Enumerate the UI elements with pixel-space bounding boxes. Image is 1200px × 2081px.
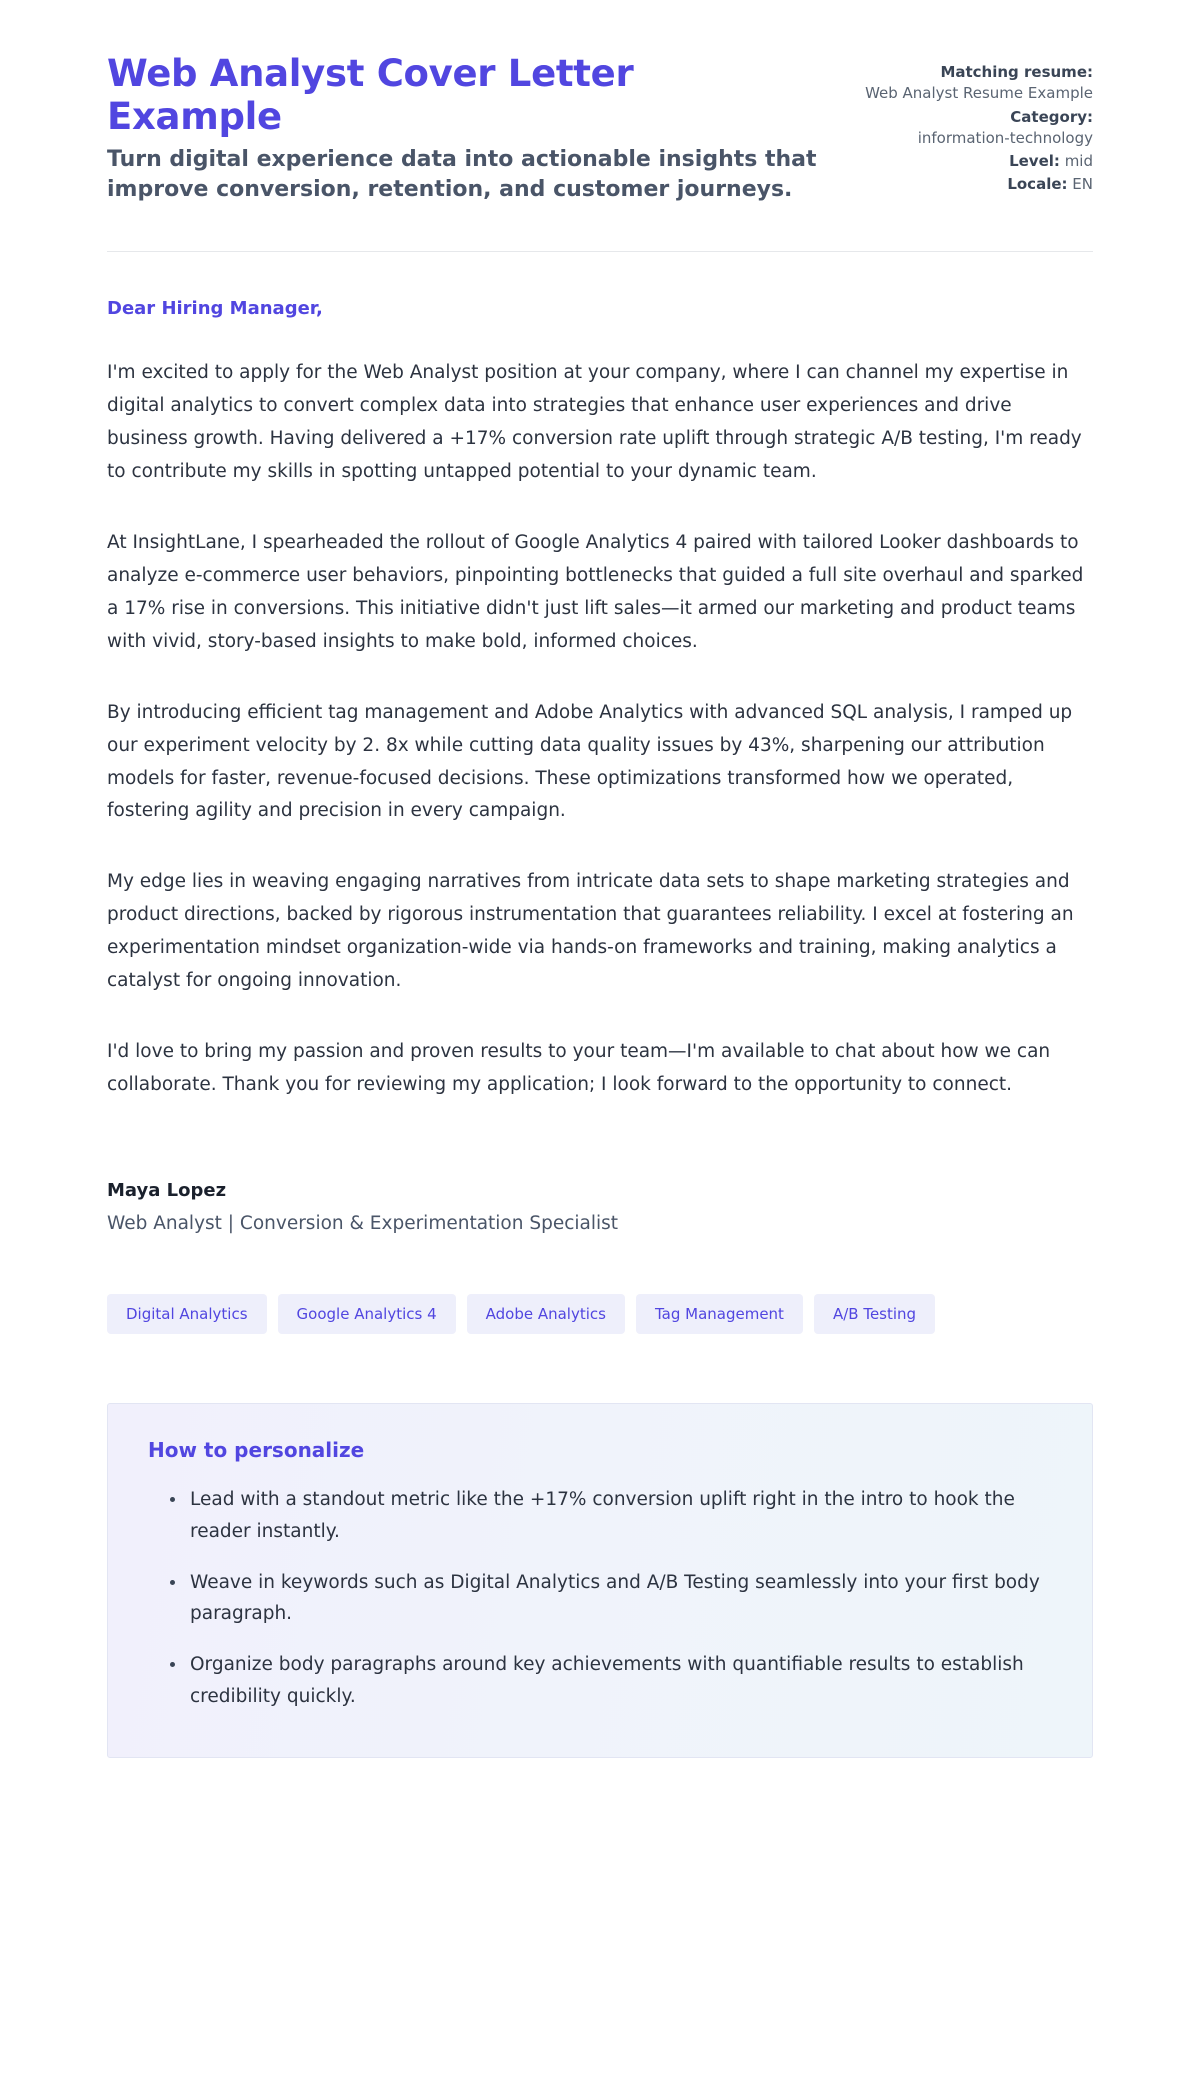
letter-paragraph: By introducing efficient tag management and Adobe Analytics with advanced SQL analysis, I ramped up our experiment velocity by 2. 8x while cutting data quality issues by 43%, sharpening our attribution models for faster, revenue-focused decisions. These optimizations transformed how we operated, fostering agility and precision in every campaign. (107, 701, 1073, 822)
letter-body (107, 252, 1093, 1757)
personalize-tip-item: Lead with a standout metric like the +17% conversion uplift right in the intro to hook the reader instantly. (170, 1484, 1052, 1548)
page-subtitle: Turn digital experience data into actionable insights that improve conversion, retention, and customer journeys. (107, 146, 817, 202)
document-metadata (858, 52, 1093, 198)
meta-locale (858, 174, 1093, 195)
skill-chip[interactable]: Google Analytics 4 (278, 1294, 456, 1334)
header-title-group (107, 52, 818, 205)
signature-block (107, 1180, 1093, 1234)
meta-category-label: Category: (1010, 107, 1093, 126)
signature-name: Maya Lopez (107, 1179, 227, 1201)
page-header (107, 0, 1093, 205)
letter-salutation: Dear Hiring Manager, (107, 298, 323, 320)
skill-chip[interactable]: A/B Testing (814, 1294, 935, 1334)
meta-matching-resume (858, 62, 1093, 105)
meta-level (858, 151, 1093, 172)
skill-chip-list (107, 1294, 1093, 1334)
meta-category (858, 107, 1093, 150)
letter-paragraph: My edge lies in weaving engaging narratives from intricate data sets to shape marketing strategies and product directions, backed by rigorous instrumentation that guarantees reliability. I excel at fostering an experimentation mindset organization-wide via hands-on frameworks and training, making analytics a catalyst for ongoing innovation. (107, 871, 1074, 992)
how-to-personalize-list (148, 1484, 1052, 1713)
skill-chip[interactable]: Tag Management (636, 1294, 803, 1334)
personalize-tip-item: Weave in keywords such as Digital Analytics and A/B Testing seamlessly into your first body paragraph. (170, 1567, 1052, 1631)
how-to-personalize-panel (107, 1403, 1093, 1758)
meta-matching-resume-label: Matching resume: (940, 63, 1093, 81)
skill-chip[interactable]: Digital Analytics (107, 1294, 267, 1334)
letter-paragraph: I'm excited to apply for the Web Analyst position at your company, where I can channel my expertise in digital analytics to convert complex data into strategies that enhance user experiences and drive business growth. Having delivered a +17% conversion rate uplift through strategic A/B testing, I'm ready to contribute my skills in spotting untapped potential to your dynamic team. (107, 362, 1082, 483)
meta-level-label: Level: (1009, 152, 1060, 171)
meta-category-value: information-technology (917, 128, 1093, 147)
letter-paragraph: At InsightLane, I spearheaded the rollout of Google Analytics 4 paired with tailored Looker dashboards to analyze e-commerce user behaviors, pinpointing bottlenecks that guided a full site overhaul and sparked a 17% rise in conversions. This initiative didn't just lift sales—it armed our marketing and product teams with vivid, story-based insights to make bold, informed choices. (107, 531, 1084, 652)
meta-locale-value: EN (1072, 175, 1093, 194)
page-title: Web Analyst Cover Letter Example (107, 52, 634, 139)
meta-matching-resume-value: Web Analyst Resume Example (865, 84, 1093, 103)
personalize-tip-item: Organize body paragraphs around key achievements with quantifiable results to establish credibility quickly. (170, 1649, 1052, 1713)
meta-locale-label: Locale: (1007, 175, 1068, 194)
letter-paragraph: I'd love to bring my passion and proven results to your team—I'm available to chat about how we can collaborate. Thank you for reviewing my application; I look forward to the opportunity to connect. (107, 1041, 1051, 1095)
how-to-personalize-title: How to personalize (148, 1437, 365, 1462)
signature-role: Web Analyst | Conversion & Experimentation Specialist (107, 1212, 619, 1234)
meta-level-value: mid (1064, 152, 1093, 171)
skill-chip[interactable]: Adobe Analytics (467, 1294, 625, 1334)
